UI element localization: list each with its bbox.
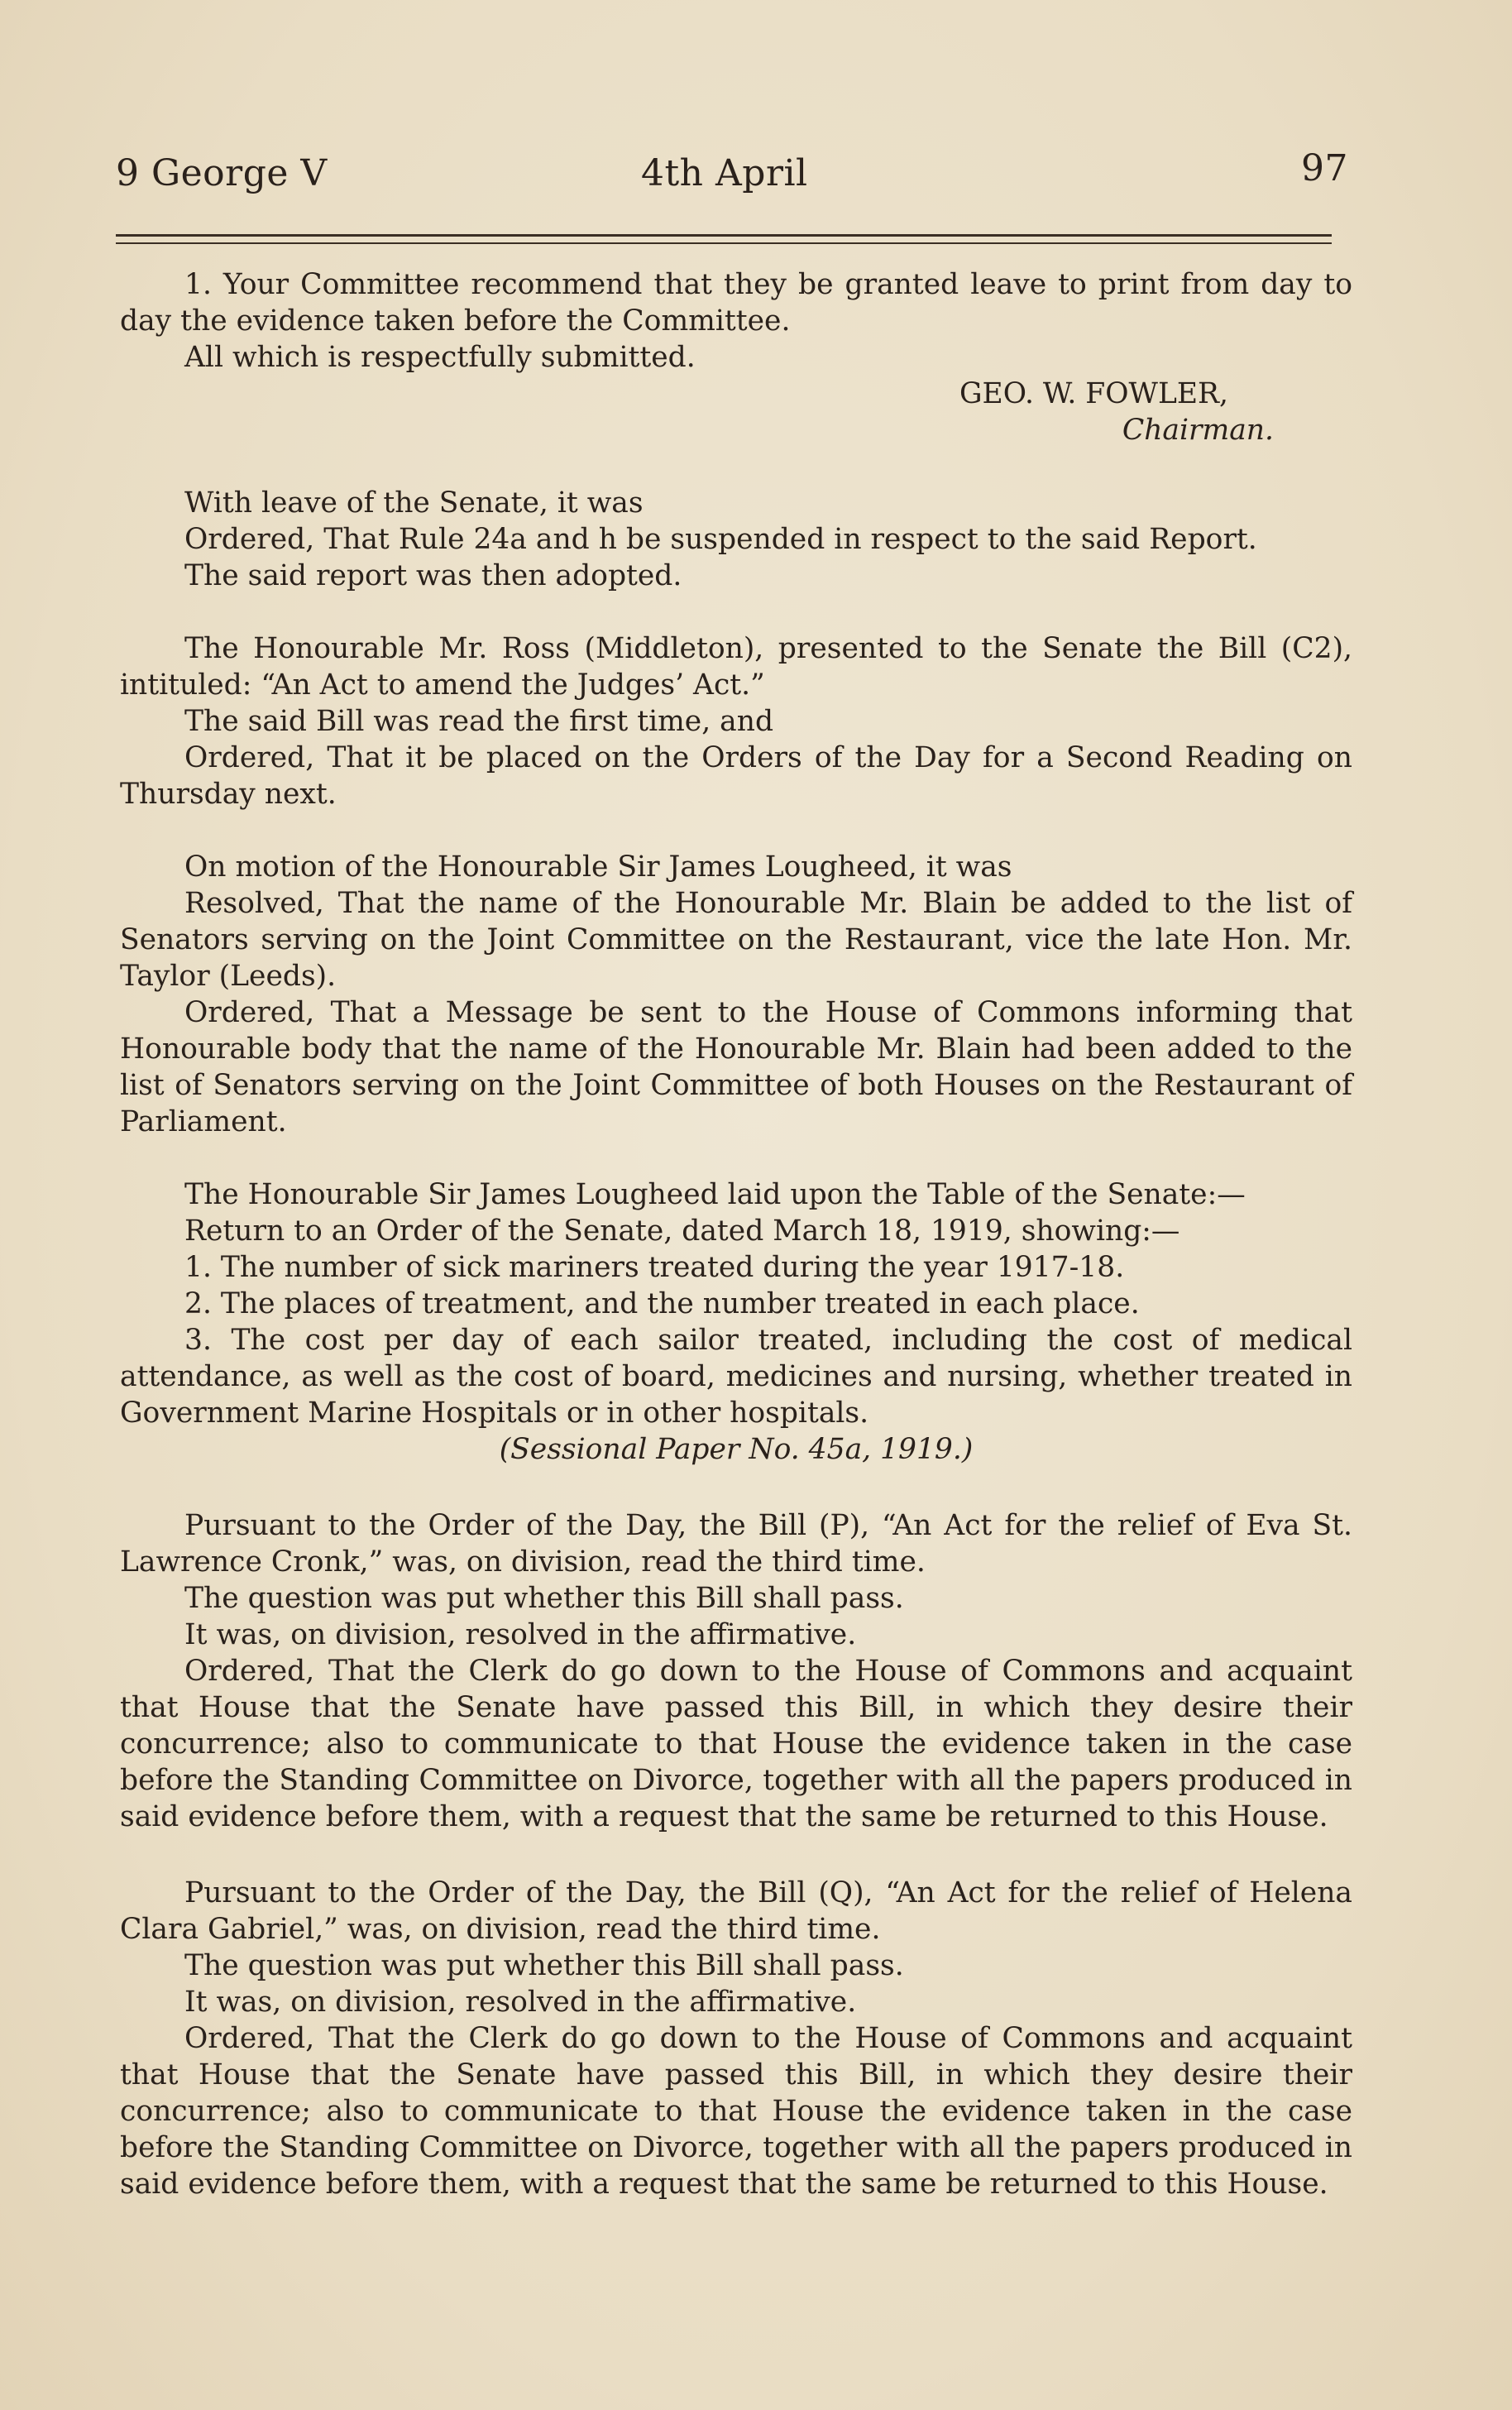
bill-p-question: The question was put whether this Bill shall pass. <box>184 1582 904 1615</box>
return-item-2: 2. The places of treatment, and the number treated in each place. <box>184 1287 1140 1320</box>
bill-q-resolved: It was, on division, resolved in the affirmative. <box>184 1986 857 2019</box>
page-date: 4th April <box>641 152 808 194</box>
bill-p-ordered: Ordered, That the Clerk do go down to the House of Commons and acquaint that House that the Senate have passed this Bill, in which they desire their concurrence; also to communicate to that House the evidence taken in the case before the Standing Committee on Divorce, together with all the papers produced in said evidence before them, with a request that the same be returned to this House. <box>120 1655 1352 1833</box>
committee-item-1: 1. Your Committee recommend that they be granted leave to print from day to day the evidence taken before the Committee. <box>120 268 1352 338</box>
regnal-year: 9 George V <box>116 152 328 194</box>
page-body <box>120 266 1352 2202</box>
motion-intro: On motion of the Honourable Sir James Lougheed, it was <box>184 850 1012 884</box>
leave-line-3: The said report was then adopted. <box>184 559 682 592</box>
return-order: Return to an Order of the Senate, dated March 18, 1919, showing:— <box>184 1215 1180 1248</box>
header-rule-bottom <box>116 242 1332 244</box>
bill-p-resolved: It was, on division, resolved in the affirmative. <box>184 1618 857 1651</box>
bill-p-third-reading: Pursuant to the Order of the Day, the Bill (P), “An Act for the relief of Eva St. Lawrence Cronk,” was, on division, read the third time. <box>120 1509 1352 1579</box>
bill-c2-first-reading: The said Bill was read the first time, and <box>184 705 774 738</box>
signature-title: Chairman. <box>1122 414 1274 447</box>
return-intro: The Honourable Sir James Lougheed laid upon the Table of the Senate:— <box>184 1178 1246 1211</box>
signature-name: GEO. W. FOWLER, <box>959 377 1228 410</box>
bill-c2-presented: The Honourable Mr. Ross (Middleton), presented to the Senate the Bill (C2), intituled: “An Act to amend the Judges’ Act.” <box>120 632 1352 702</box>
motion-ordered: Ordered, That a Message be sent to the House of Commons informing that Honourable body that the name of the Honourable Mr. Blain had been added to the list of Senators serving on the Joint Committee of both Houses on the Restaurant of Parliament. <box>120 996 1352 1138</box>
return-item-3: 3. The cost per day of each sailor treated, including the cost of medical attendance, as well as the cost of board, medicines and nursing, whether treated in Government Marine Hospitals or in other hospitals. <box>120 1324 1352 1430</box>
header-rule-top <box>116 234 1332 237</box>
bill-q-ordered: Ordered, That the Clerk do go down to the House of Commons and acquaint that House that the Senate have passed this Bill, in which they desire their concurrence; also to communicate to that House the evidence taken in the case before the Standing Committee on Divorce, together with all the papers produced in said evidence before them, with a request that the same be returned to this House. <box>120 2022 1352 2201</box>
return-item-1: 1. The number of sick mariners treated during the year 1917-18. <box>184 1251 1125 1284</box>
motion-resolved: Resolved, That the name of the Honourable Mr. Blain be added to the list of Senators serving on the Joint Committee on the Restaurant, vice the late Hon. Mr. Taylor (Leeds). <box>120 887 1352 993</box>
leave-line-2: Ordered, That Rule 24a and h be suspended in respect to the said Report. <box>184 523 1257 556</box>
page-header <box>116 147 1348 213</box>
bill-q-third-reading: Pursuant to the Order of the Day, the Bill (Q), “An Act for the relief of Helena Clara Gabriel,” was, on division, read the third time. <box>120 1876 1352 1946</box>
page-number: 97 <box>1301 147 1348 189</box>
bill-c2-ordered: Ordered, That it be placed on the Orders of the Day for a Second Reading on Thursday next. <box>120 741 1352 811</box>
bill-q-question: The question was put whether this Bill shall pass. <box>184 1949 904 1982</box>
sessional-paper: (Sessional Paper No. 45a, 1919.) <box>499 1433 974 1466</box>
leave-line-1: With leave of the Senate, it was <box>184 486 644 520</box>
committee-closing: All which is respectfully submitted. <box>184 341 696 374</box>
